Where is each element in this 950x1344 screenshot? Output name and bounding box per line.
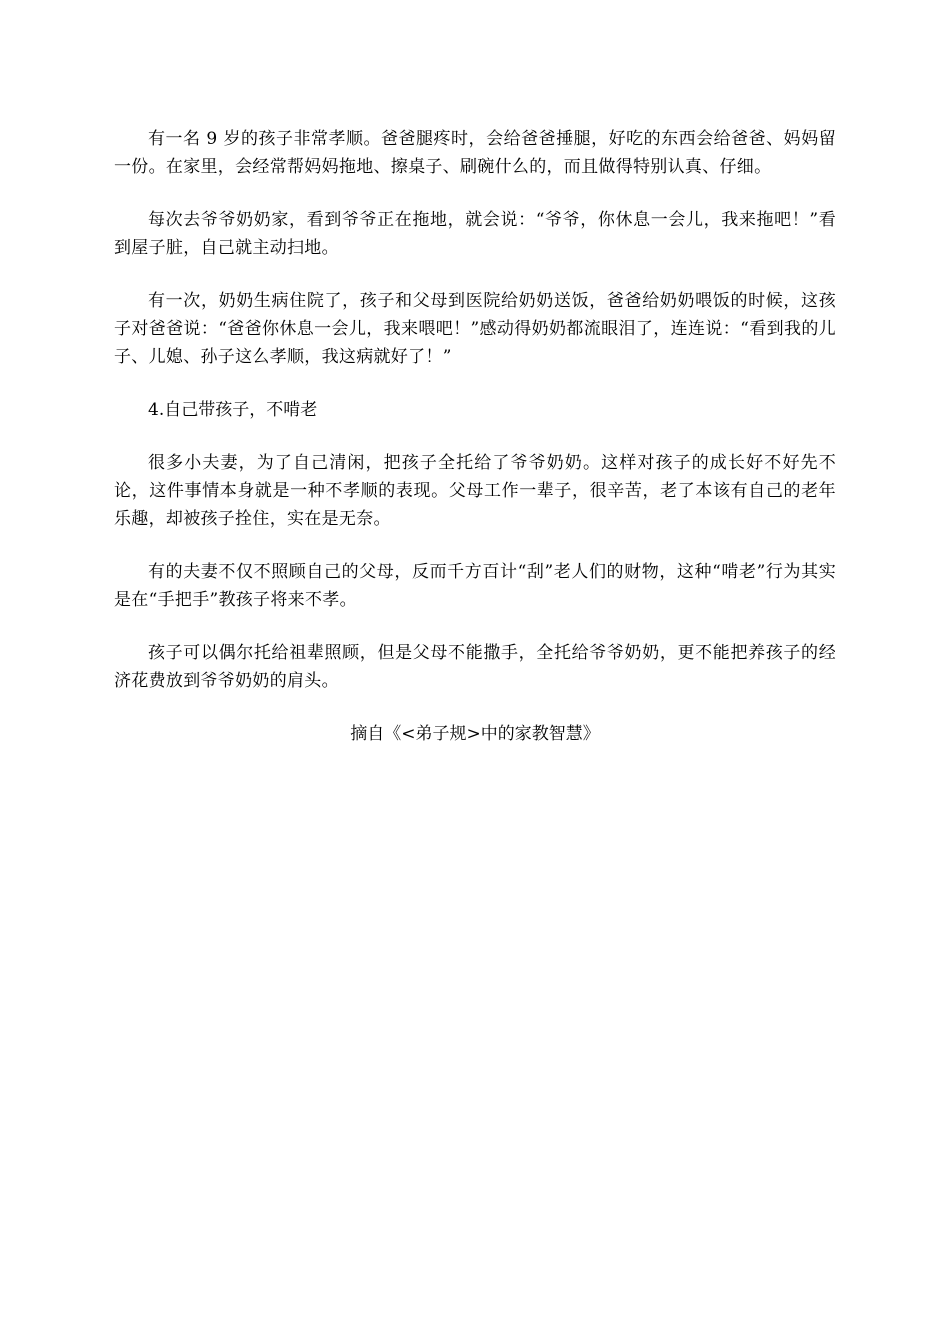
paragraph-hospital-story: 有一次，奶奶生病住院了，孩子和父母到医院给奶奶送饭，爸爸给奶奶喂饭的时候，这孩子对爸爸说：“爸爸你休息一会儿，我来喂吧！”感动得奶奶都流眼泪了，连连说：“看到我的儿子、儿媳、孙子这么孝顺，我这病就好了！” bbox=[114, 291, 836, 367]
document-body bbox=[114, 125, 836, 748]
paragraph-parent-responsibility: 孩子可以偶尔托给祖辈照顾，但是父母不能撒手，全托给爷爷奶奶，更不能把养孩子的经济花费放到爷爷奶奶的肩头。 bbox=[114, 643, 836, 691]
paragraph-leeching-elders: 有的夫妻不仅不照顾自己的父母，反而千方百计“刮”老人们的财物，这种“啃老”行为其实是在“手把手”教孩子将来不孝。 bbox=[114, 562, 836, 610]
paragraph-grandparents-visit: 每次去爷爷奶奶家，看到爷爷正在拖地，就会说：“爷爷，你休息一会儿，我来拖吧！”看到屋子脏，自己就主动扫地。 bbox=[114, 210, 836, 258]
paragraph-young-couples: 很多小夫妻，为了自己清闲，把孩子全托给了爷爷奶奶。这样对孩子的成长好不好先不论，这件事情本身就是一种不孝顺的表现。父母工作一辈子，很辛苦，老了本该有自己的老年乐趣，却被孩子拴住，实在是无奈。 bbox=[114, 453, 836, 529]
paragraph-filial-child: 有一名 9 岁的孩子非常孝顺。爸爸腿疼时，会给爸爸捶腿，好吃的东西会给爸爸、妈妈留一份。在家里，会经常帮妈妈拖地、擦桌子、刷碗什么的，而且做得特别认真、仔细。 bbox=[114, 129, 836, 177]
source-attribution: 摘自《<弟子规>中的家教智慧》 bbox=[350, 724, 600, 744]
section-heading: 4.自己带孩子，不啃老 bbox=[148, 400, 318, 420]
